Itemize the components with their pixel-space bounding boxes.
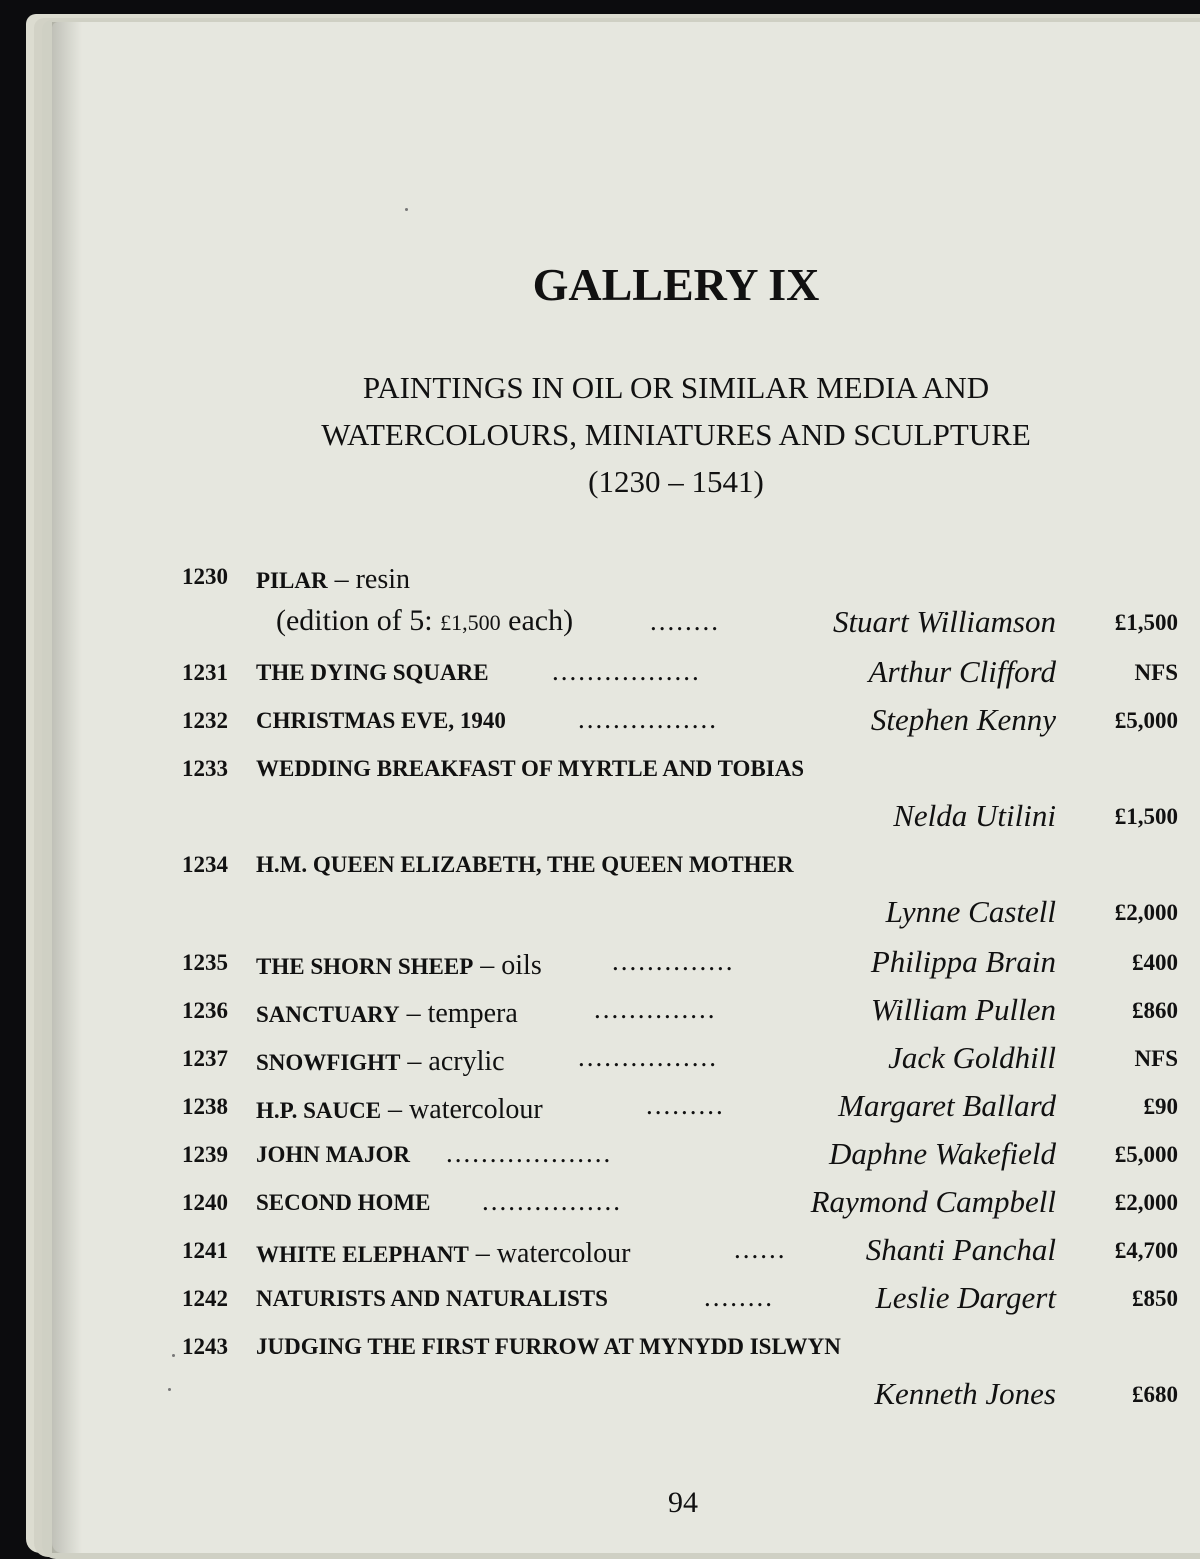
catalogue-entry — [182, 748, 1178, 788]
entry-medium: oils — [501, 950, 542, 981]
catalogue-entry — [182, 1086, 1178, 1126]
entry-number: 1238 — [182, 1094, 228, 1119]
entry-medium: acrylic — [428, 1046, 505, 1077]
entry-artist: Stuart Williamson — [832, 604, 1056, 639]
entry-title: PILAR – resin — [256, 564, 410, 595]
catalogue-entry — [182, 1134, 1178, 1174]
entry-price: £2,000 — [1114, 1190, 1178, 1215]
entry-artist: Lynne Castell — [885, 894, 1056, 929]
entry-number: 1239 — [182, 1142, 228, 1167]
catalogue-entry — [182, 652, 1178, 692]
page-number: 94 — [668, 1486, 698, 1519]
entry-medium: resin — [355, 564, 410, 595]
subtitle-line: PAINTINGS IN OIL OR SIMILAR MEDIA AND — [362, 370, 990, 405]
leader-dots: ................. — [552, 656, 701, 686]
catalogue-entry-detail — [182, 796, 1178, 836]
entry-price: £850 — [1132, 1286, 1178, 1311]
leader-dots: .............. — [612, 946, 735, 976]
catalogue-entry — [182, 700, 1178, 740]
entry-medium: watercolour — [496, 1238, 631, 1269]
catalogue-entry — [182, 1230, 1178, 1270]
entry-title: JUDGING THE FIRST FURROW AT MYNYDD ISLWYN — [256, 1334, 841, 1359]
entry-number: 1236 — [182, 998, 228, 1023]
leader-dots: ........ — [704, 1282, 774, 1312]
entry-number: 1233 — [182, 756, 228, 781]
leader-dots: ................ — [578, 1042, 718, 1072]
catalogue-entry — [182, 990, 1178, 1030]
entry-number: 1243 — [182, 1334, 228, 1359]
entry-artist: Stephen Kenny — [870, 702, 1056, 737]
entry-number: 1231 — [182, 660, 228, 685]
entry-price: £5,000 — [1114, 708, 1178, 733]
entry-title: SNOWFIGHT – acrylic — [256, 1046, 505, 1077]
entry-title: THE SHORN SHEEP – oils — [256, 950, 542, 981]
entry-title: NATURISTS AND NATURALISTS — [256, 1286, 608, 1311]
catalogue-entry-detail — [182, 602, 1178, 642]
leader-dots: .............. — [594, 994, 717, 1024]
entry-edition-note: (edition of 5: £1,500 each) — [276, 604, 574, 637]
entry-artist: Daphne Wakefield — [829, 1136, 1056, 1171]
entry-price: £680 — [1132, 1382, 1178, 1407]
entry-medium: watercolour — [409, 1094, 543, 1125]
entry-artist: Philippa Brain — [870, 944, 1056, 979]
entry-title: WEDDING BREAKFAST OF MYRTLE AND TOBIAS — [256, 756, 805, 781]
entry-title: SANCTUARY – tempera — [256, 998, 518, 1029]
entry-price: £5,000 — [1114, 1142, 1178, 1167]
leader-dots: ................ — [578, 704, 718, 734]
subtitle-line: (1230 – 1541) — [588, 464, 764, 499]
entry-price: NFS — [1134, 660, 1178, 685]
entry-artist: Margaret Ballard — [838, 1088, 1056, 1123]
entry-artist: Shanti Panchal — [865, 1232, 1056, 1267]
entry-price: £400 — [1132, 950, 1178, 975]
entry-number: 1235 — [182, 950, 228, 975]
catalogue-entry — [182, 1182, 1178, 1222]
entry-artist: Nelda Utilini — [893, 798, 1056, 833]
entry-artist: Kenneth Jones — [874, 1376, 1056, 1411]
entry-number: 1241 — [182, 1238, 228, 1263]
entry-price: £1,500 — [1114, 610, 1178, 635]
entry-title: WHITE ELEPHANT – watercolour — [256, 1238, 631, 1269]
entry-title: H.M. QUEEN ELIZABETH, THE QUEEN MOTHER — [256, 852, 794, 877]
entry-number: 1234 — [182, 852, 228, 877]
catalogue-entry — [182, 844, 1178, 884]
entry-number: 1237 — [182, 1046, 228, 1071]
leader-dots: ......... — [646, 1090, 725, 1120]
entry-title: H.P. SAUCE – watercolour — [256, 1094, 543, 1125]
catalogue-entry — [182, 556, 1178, 596]
entry-artist: William Pullen — [870, 992, 1056, 1027]
entry-price: £1,500 — [1114, 804, 1178, 829]
entry-number: 1232 — [182, 708, 228, 733]
entry-price: £4,700 — [1114, 1238, 1178, 1263]
gallery-title: GALLERY IX — [532, 259, 820, 310]
leader-dots: ................... — [446, 1138, 613, 1168]
entry-title: CHRISTMAS EVE, 1940 — [256, 708, 506, 733]
leader-dots: ........ — [650, 606, 720, 636]
catalogue-entry-detail — [182, 892, 1178, 932]
leader-dots: ................ — [482, 1186, 622, 1216]
entry-title: JOHN MAJOR — [256, 1142, 410, 1167]
entry-price: £860 — [1132, 998, 1178, 1023]
entry-title: THE DYING SQUARE — [256, 660, 489, 685]
entry-number: 1230 — [182, 564, 228, 589]
entry-price: £2,000 — [1114, 900, 1178, 925]
entry-price: £90 — [1143, 1094, 1178, 1119]
catalogue-entry — [182, 1038, 1178, 1078]
entry-number: 1242 — [182, 1286, 228, 1311]
entry-title: SECOND HOME — [256, 1190, 431, 1215]
subtitle-line: WATERCOLOURS, MINIATURES AND SCULPTURE — [321, 417, 1031, 452]
entry-price: NFS — [1134, 1046, 1178, 1071]
catalogue-entry — [182, 1326, 1178, 1366]
entry-artist: Jack Goldhill — [888, 1040, 1056, 1075]
entry-medium: tempera — [427, 998, 518, 1029]
leader-dots: ...... — [734, 1234, 787, 1264]
entry-artist: Leslie Dargert — [875, 1280, 1056, 1315]
entry-artist: Raymond Campbell — [810, 1184, 1056, 1219]
catalogue-entry — [182, 942, 1178, 982]
catalogue-entry-detail — [182, 1374, 1178, 1414]
entry-number: 1240 — [182, 1190, 228, 1215]
entry-artist: Arthur Clifford — [868, 654, 1056, 689]
catalogue-entry — [182, 1278, 1178, 1318]
